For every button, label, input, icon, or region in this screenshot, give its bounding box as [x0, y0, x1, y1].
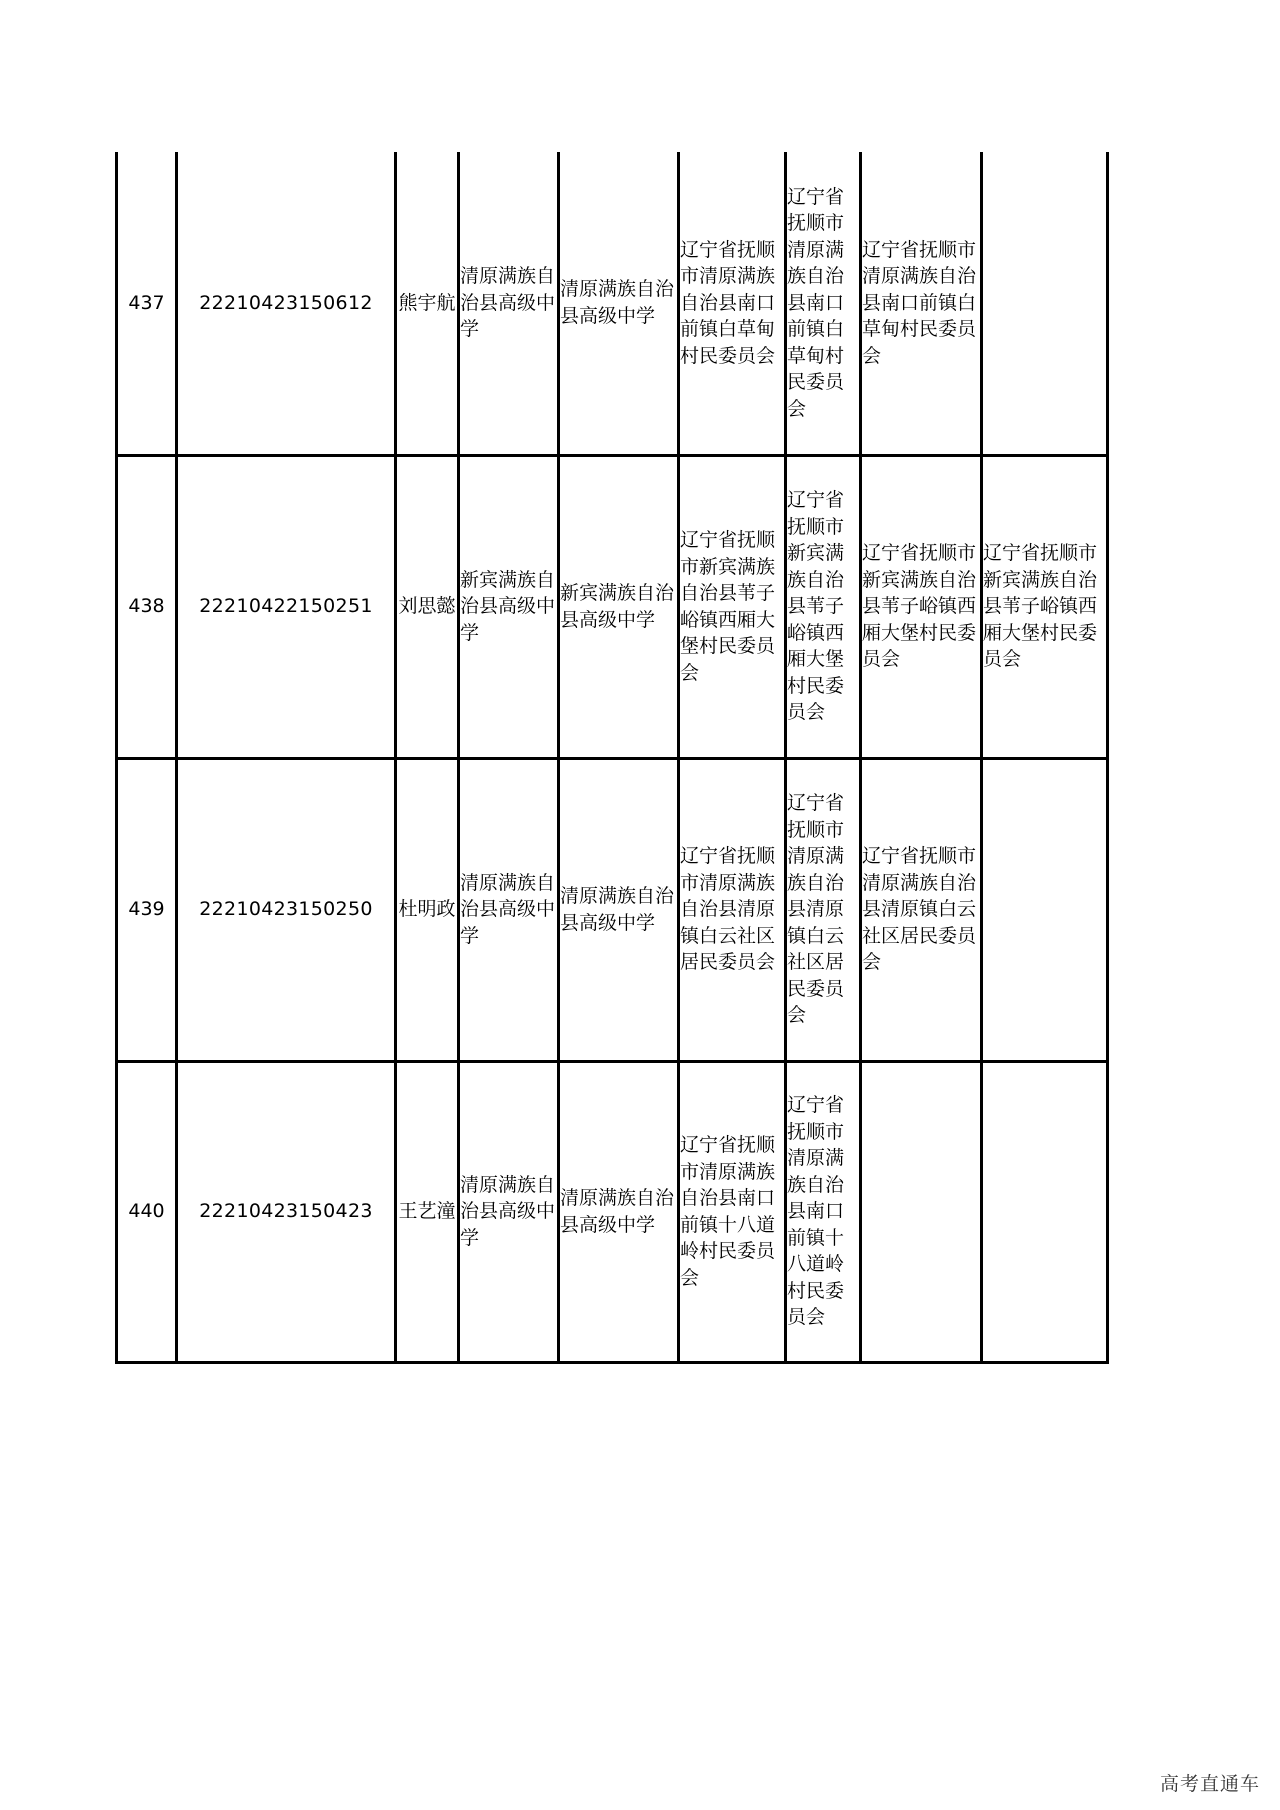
row-index: 439 — [117, 758, 177, 1061]
table-row — [117, 758, 1108, 1061]
school-cell-a: 清原满族自治县高级中学 — [459, 152, 559, 455]
address-cell-a: 辽宁省抚顺市清原满族自治县南口前镇白草甸村民委员会 — [679, 152, 786, 455]
student-name: 刘思懿 — [396, 455, 459, 758]
address-cell-a: 辽宁省抚顺市新宾满族自治县苇子峪镇西厢大堡村民委员会 — [679, 455, 786, 758]
address-cell-b: 辽宁省抚顺市清原满族自治县南口前镇白草甸村民委员会 — [786, 152, 861, 455]
table-row — [117, 455, 1108, 758]
address-cell-b: 辽宁省抚顺市清原满族自治县清原镇白云社区居民委员会 — [786, 758, 861, 1061]
address-cell-b: 辽宁省抚顺市清原满族自治县南口前镇十八道岭村民委员会 — [786, 1061, 861, 1362]
student-name: 杜明政 — [396, 758, 459, 1061]
row-index: 440 — [117, 1061, 177, 1362]
student-table — [115, 152, 1109, 1364]
address-cell-b: 辽宁省抚顺市新宾满族自治县苇子峪镇西厢大堡村民委员会 — [786, 455, 861, 758]
school-cell-b: 清原满族自治县高级中学 — [559, 1061, 679, 1362]
watermark-text: 高考直通车 — [1159, 1773, 1260, 1795]
address-cell-c: 辽宁省抚顺市新宾满族自治县苇子峪镇西厢大堡村民委员会 — [861, 455, 982, 758]
school-cell-b: 新宾满族自治县高级中学 — [559, 455, 679, 758]
exam-id: 22210423150250 — [177, 758, 396, 1061]
row-index: 438 — [117, 455, 177, 758]
table-body — [117, 152, 1108, 1362]
table-row — [117, 152, 1108, 455]
address-cell-d — [982, 758, 1108, 1061]
address-cell-c: 辽宁省抚顺市清原满族自治县清原镇白云社区居民委员会 — [861, 758, 982, 1061]
student-name: 熊宇航 — [396, 152, 459, 455]
row-index: 437 — [117, 152, 177, 455]
address-cell-d — [982, 1061, 1108, 1362]
exam-id: 22210423150612 — [177, 152, 396, 455]
school-cell-a: 清原满族自治县高级中学 — [459, 758, 559, 1061]
address-cell-c — [861, 1061, 982, 1362]
school-cell-b: 清原满族自治县高级中学 — [559, 152, 679, 455]
address-cell-a: 辽宁省抚顺市清原满族自治县清原镇白云社区居民委员会 — [679, 758, 786, 1061]
school-cell-a: 清原满族自治县高级中学 — [459, 1061, 559, 1362]
student-name: 王艺潼 — [396, 1061, 459, 1362]
address-cell-d: 辽宁省抚顺市新宾满族自治县苇子峪镇西厢大堡村民委员会 — [982, 455, 1108, 758]
address-cell-c: 辽宁省抚顺市清原满族自治县南口前镇白草甸村民委员会 — [861, 152, 982, 455]
school-cell-a: 新宾满族自治县高级中学 — [459, 455, 559, 758]
exam-id: 22210422150251 — [177, 455, 396, 758]
address-cell-a: 辽宁省抚顺市清原满族自治县南口前镇十八道岭村民委员会 — [679, 1061, 786, 1362]
address-cell-d — [982, 152, 1108, 455]
exam-id: 22210423150423 — [177, 1061, 396, 1362]
table-row — [117, 1061, 1108, 1362]
school-cell-b: 清原满族自治县高级中学 — [559, 758, 679, 1061]
